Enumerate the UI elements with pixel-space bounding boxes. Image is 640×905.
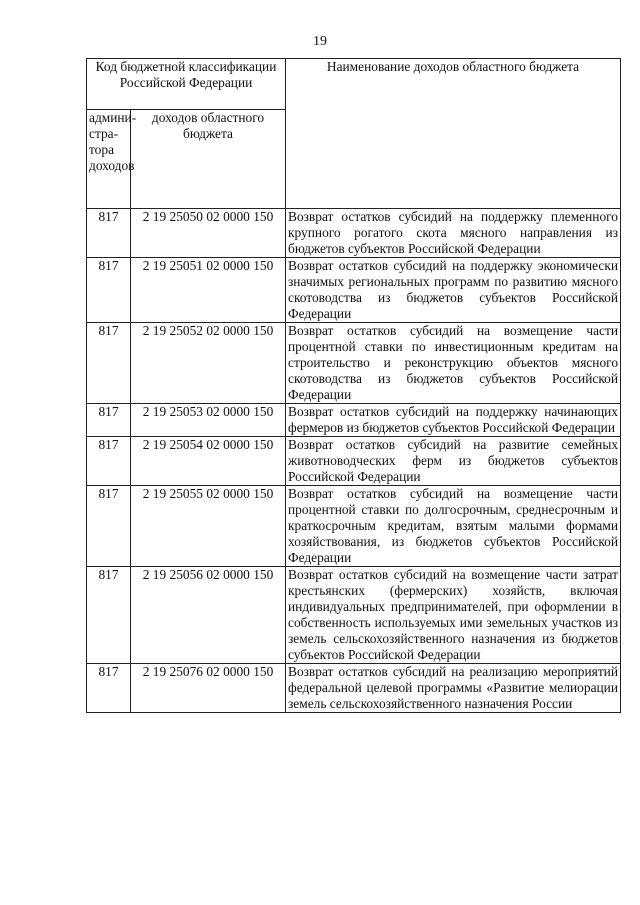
income-name-cell: Возврат остатков субсидий на возмещение части процентной ставки по инвестиционным кредитам на строительство и реконструкцию объектов мясного скотоводства из бюджетов субъектов Российской Федерации	[286, 323, 621, 404]
income-code-header: доходов областного бюджета	[131, 110, 286, 209]
page-number: 19	[313, 34, 327, 49]
budget-code-cell: 2 19 25056 02 0000 150	[131, 567, 286, 664]
budget-code-cell: 2 19 25051 02 0000 150	[131, 258, 286, 323]
admin-code-cell: 817	[87, 664, 131, 713]
admin-code-cell: 817	[87, 323, 131, 404]
budget-code-cell: 2 19 25053 02 0000 150	[131, 404, 286, 437]
admin-code-cell: 817	[87, 437, 131, 486]
budget-code-cell: 2 19 25076 02 0000 150	[131, 664, 286, 713]
income-name-cell: Возврат остатков субсидий на возмещение части затрат крестьянских (фермерских) хозяйств, включая индивидуальных предпринимателей, при оформлении в собственность используемых ими земельных участков из земель сельскохозяйственного назначения из бюджетов субъектов Российской Федерации	[286, 567, 621, 664]
table-row	[87, 258, 621, 323]
budget-classification-table	[86, 58, 621, 713]
income-name-cell: Возврат остатков субсидий на поддержку начинающих фермеров из бюджетов субъектов Российской Федерации	[286, 404, 621, 437]
table-row	[87, 567, 621, 664]
budget-code-cell: 2 19 25052 02 0000 150	[131, 323, 286, 404]
admin-code-cell: 817	[87, 258, 131, 323]
income-name-cell: Возврат остатков субсидий на реализацию мероприятий федеральной целевой программы «Развитие мелиорации земель сельскохозяйственного назначения России	[286, 664, 621, 713]
budget-code-cell: 2 19 25054 02 0000 150	[131, 437, 286, 486]
administrator-header: админи-стра-тора доходов	[87, 110, 131, 209]
table-header-row	[87, 59, 621, 110]
income-name-cell: Возврат остатков субсидий на возмещение части процентной ставки по долгосрочным, среднесрочным и краткосрочным кредитам, взятым малыми формами хозяйствования, из бюджетов субъектов Российской Федерации	[286, 486, 621, 567]
income-name-cell: Возврат остатков субсидий на поддержку экономически значимых региональных программ по развитию мясного скотоводства из бюджетов субъектов Российской Федерации	[286, 258, 621, 323]
table-row	[87, 437, 621, 486]
table-row	[87, 209, 621, 258]
income-name-cell: Возврат остатков субсидий на поддержку племенного крупного рогатого скота мясного направления из бюджетов субъектов Российской Федерации	[286, 209, 621, 258]
admin-code-cell: 817	[87, 404, 131, 437]
admin-code-cell: 817	[87, 567, 131, 664]
table-row	[87, 664, 621, 713]
table-row	[87, 404, 621, 437]
income-name-header: Наименование доходов областного бюджета	[286, 59, 621, 209]
admin-code-cell: 817	[87, 486, 131, 567]
table-row	[87, 486, 621, 567]
budget-code-cell: 2 19 25050 02 0000 150	[131, 209, 286, 258]
classification-code-header: Код бюджетной классификации Российской Федерации	[87, 59, 286, 110]
income-name-cell: Возврат остатков субсидий на развитие семейных животноводческих ферм из бюджетов субъектов Российской Федерации	[286, 437, 621, 486]
admin-code-cell: 817	[87, 209, 131, 258]
table-row	[87, 323, 621, 404]
budget-code-cell: 2 19 25055 02 0000 150	[131, 486, 286, 567]
